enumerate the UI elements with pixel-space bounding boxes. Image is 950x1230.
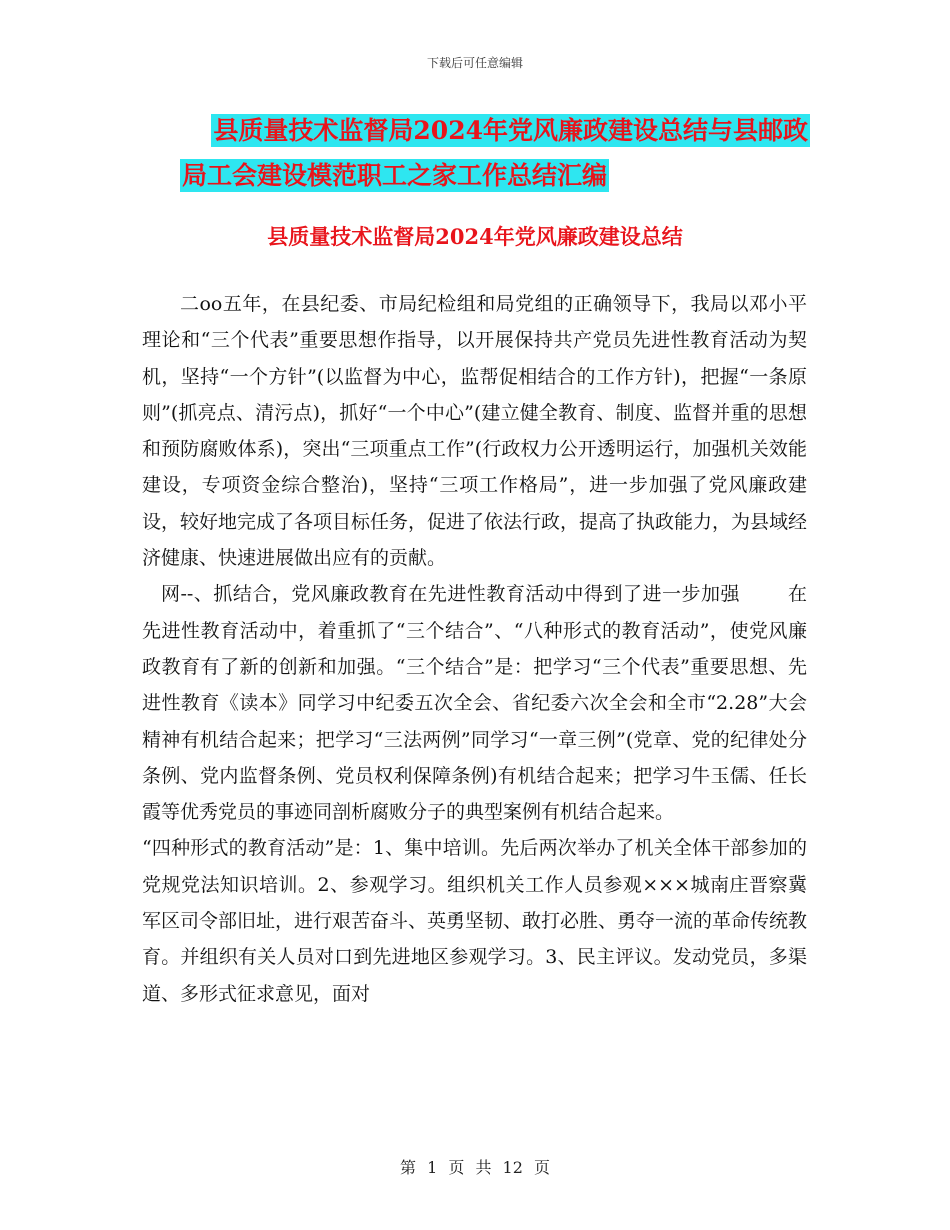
- page-number-footer: 第 1 页 共 12 页: [400, 1158, 550, 1177]
- paragraph-four-forms: “四种形式的教育活动”是：1、集中培训。先后两次举办了机关全体干部参加的党规党法知识培训。2、参观学习。组织机关工作人员参观×××城南庄晋察冀军区司令部旧址，进行艰苦奋斗、英勇坚韧、敢打必胜、勇夺一流的革命传统教育。并组织有关人员对口到先进地区参观学习。3、民主评议。发动党员，多渠道、多形式征求意见，面对: [142, 837, 808, 1005]
- section-title: 县质量技术监督局2024年党风廉政建设总结: [267, 224, 683, 249]
- main-title-line-2: [150, 153, 830, 198]
- main-title-line-1-text: 县质量技术监督局2024年党风廉政建设总结与县邮政: [213, 116, 808, 145]
- document-body: [142, 286, 807, 1012]
- main-title-line-1: [150, 108, 830, 153]
- main-title-line-2-text: 局工会建设模范职工之家工作总结汇编: [182, 161, 608, 190]
- section-one-body: 在先进性教育活动中，着重抓了“三个结合”、“八种形式的教育活动”，使党风廉政教育有了新的创新和加强。“三个结合”是：把学习“三个代表”重要思想、先进性教育《读本》同学习中纪委五次全会、省纪委六次全会和全市“2.28”大会精神有机结合起来；把学习“三法两例”同学习“一章三例”(党章、党的纪律处分条例、党内监督条例、党员权利保障条例)有机结合起来；把学习牛玉儒、任长霞等优秀党员的事迹同剖析腐败分子的典型案例有机结合起来。: [142, 583, 807, 824]
- paragraph-intro: 二oo五年，在县纪委、市局纪检组和局党组的正确领导下，我局以邓小平理论和“三个代表”重要思想作指导，以开展保持共产党员先进性教育活动为契机，坚持“一个方针”(以监督为中心，监帮促相结合的工作方针)，把握“一条原则”(抓亮点、清污点)，抓好“一个中心”(建立健全教育、制度、监督并重的思想和预防腐败体系)，突出“三项重点工作”(行政权力公开透明运行，加强机关效能建设，专项资金综合整治)，坚持“三项工作格局”，进一步加强了党风廉政建设，较好地完成了各项目标任务，促进了依法行政，提高了执政能力，为县域经济健康、快速进展做出应有的贡献。: [142, 293, 808, 570]
- paragraph-section-one: [142, 576, 807, 830]
- main-title: [150, 108, 830, 198]
- section-one-heading: 网--、抓结合，党风廉政教育在先进性教育活动中得到了进一步加强: [161, 583, 740, 606]
- header-note: 下载后可任意编辑: [426, 56, 523, 70]
